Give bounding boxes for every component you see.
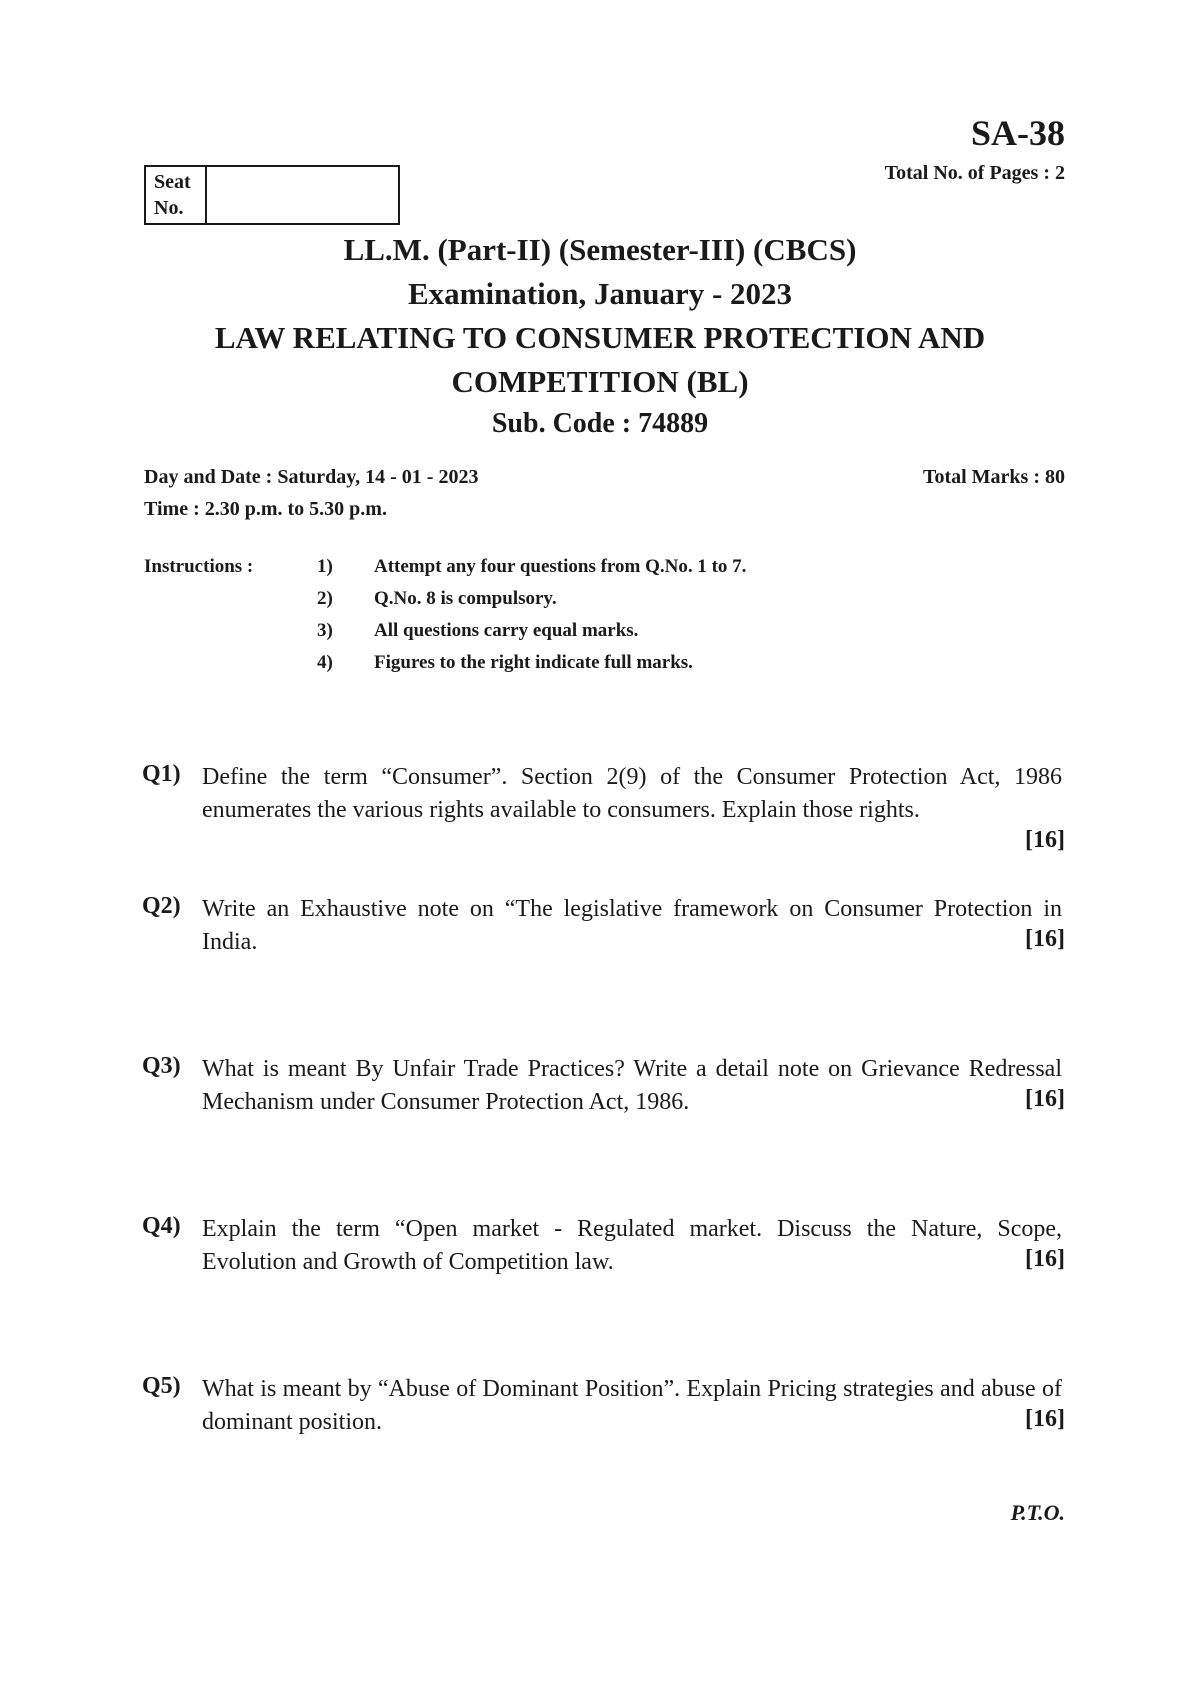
question-marks: [16] <box>1025 1406 1065 1432</box>
question-marks: [16] <box>1025 1086 1065 1112</box>
instruction-text: All questions carry equal marks. <box>374 620 639 641</box>
question-text: Define the term “Consumer”. Section 2(9) of the Consumer Protection Act, 1986 enumerates the various rights available to consumers. Explain those rights. <box>202 764 1062 823</box>
instruction-number: 4) <box>317 652 333 673</box>
question-text: Explain the term “Open market - Regulated market. Discuss the Nature, Scope, Evolution and Growth of Competition law. <box>202 1216 1062 1275</box>
question-text: Write an Exhaustive note on “The legislative framework on Consumer Protection in India. <box>202 896 1062 955</box>
question-number: Q4) <box>142 1213 181 1239</box>
question-text: What is meant By Unfair Trade Practices? Write a detail note on Grievance Redressal Mechanism under Consumer Protection Act, 1986. <box>202 1056 1062 1115</box>
instruction-number: 3) <box>317 620 333 641</box>
question-number: Q2) <box>142 893 181 919</box>
question-number: Q1) <box>142 761 181 787</box>
course-title: LL.M. (Part-II) (Semester-III) (CBCS) <box>343 232 857 267</box>
seat-number-field[interactable] <box>207 167 398 223</box>
exam-session: Examination, January - 2023 <box>407 276 793 311</box>
instruction-number: 1) <box>317 556 333 577</box>
question-marks: [16] <box>1025 827 1065 853</box>
instruction-text: Q.No. 8 is compulsory. <box>374 588 557 609</box>
subject-title-line-2: COMPETITION (BL) <box>451 364 749 399</box>
question-marks: [16] <box>1025 1246 1065 1272</box>
total-pages: Total No. of Pages : 2 <box>884 162 1065 184</box>
paper-code: SA-38 <box>970 113 1065 153</box>
question-number: Q5) <box>142 1373 181 1399</box>
instructions-label: Instructions : <box>144 556 254 577</box>
exam-day-date: Day and Date : Saturday, 14 - 01 - 2023 <box>144 466 479 488</box>
instruction-number: 2) <box>317 588 333 609</box>
please-turn-over: P.T.O. <box>1010 1500 1065 1525</box>
total-marks: Total Marks : 80 <box>922 466 1065 488</box>
subject-title-line-1: LAW RELATING TO CONSUMER PROTECTION AND <box>214 320 986 355</box>
exam-time: Time : 2.30 p.m. to 5.30 p.m. <box>144 498 387 520</box>
instruction-text: Attempt any four questions from Q.No. 1 to 7. <box>374 556 747 577</box>
instruction-text: Figures to the right indicate full marks. <box>374 652 693 673</box>
question-text: What is meant by “Abuse of Dominant Position”. Explain Pricing strategies and abuse of dominant position. <box>202 1376 1062 1435</box>
question-marks: [16] <box>1025 926 1065 952</box>
seat-number-label: Seat No. <box>146 167 207 223</box>
subject-code: Sub. Code : 74889 <box>491 408 709 439</box>
seat-number-box <box>144 165 400 225</box>
question-number: Q3) <box>142 1053 181 1079</box>
